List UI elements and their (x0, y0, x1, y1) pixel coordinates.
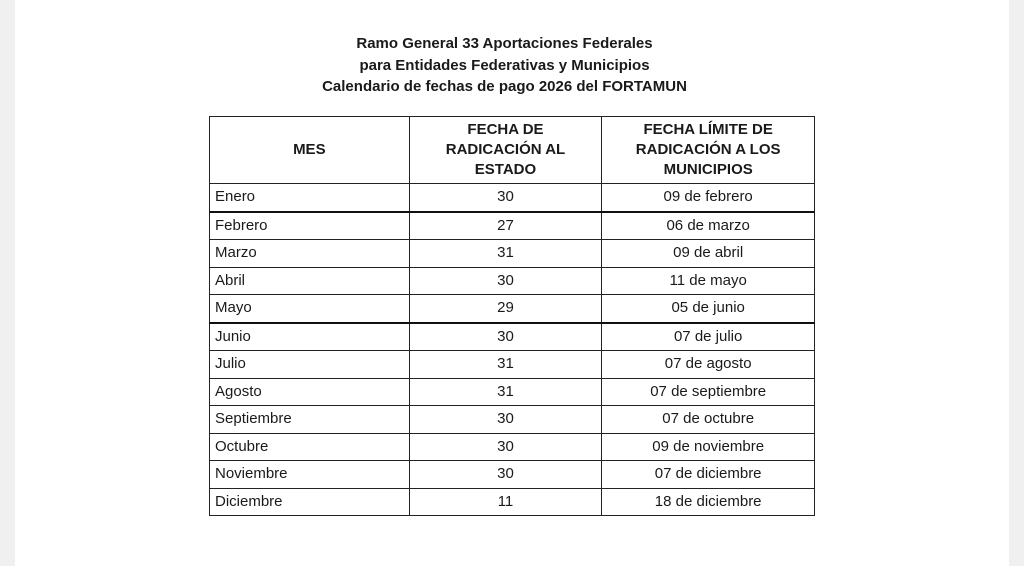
title-line-1: Ramo General 33 Aportaciones Federales (356, 35, 653, 52)
cell-mes: Marzo (210, 240, 410, 268)
cell-municipios: 05 de junio (602, 295, 815, 323)
cell-municipios: 07 de septiembre (602, 378, 815, 406)
cell-estado: 29 (409, 295, 602, 323)
cell-mes: Septiembre (210, 406, 410, 434)
table-row (210, 212, 815, 240)
cell-municipios: 11 de mayo (602, 267, 815, 295)
cell-mes: Octubre (210, 433, 410, 461)
cell-mes: Abril (210, 267, 410, 295)
cell-estado: 30 (409, 433, 602, 461)
table-row (210, 406, 815, 434)
cell-mes: Enero (210, 184, 410, 212)
document-title (0, 33, 1024, 98)
table-row (210, 267, 815, 295)
table-row (210, 240, 815, 268)
cell-estado: 30 (409, 406, 602, 434)
table-header-row (210, 117, 815, 184)
cell-mes: Febrero (210, 212, 410, 240)
table-row (210, 323, 815, 351)
table-row (210, 378, 815, 406)
cell-municipios: 07 de octubre (602, 406, 815, 434)
header-mes: MES (210, 117, 410, 184)
cell-estado: 31 (409, 378, 602, 406)
title-line-3: Calendario de fechas de pago 2026 del FORTAMUN (322, 78, 687, 95)
table-row (210, 295, 815, 323)
cell-municipios: 07 de diciembre (602, 461, 815, 489)
title-line-2: para Entidades Federativas y Municipios (359, 56, 650, 74)
cell-mes: Julio (210, 351, 410, 379)
table-row (210, 433, 815, 461)
cell-estado: 31 (409, 240, 602, 268)
cell-estado: 30 (409, 267, 602, 295)
cell-estado: 11 (409, 488, 602, 516)
header-radicacion-estado: FECHA DE RADICACIÓN AL ESTADO (409, 117, 602, 184)
cell-municipios: 09 de abril (602, 240, 815, 268)
cell-municipios: 09 de noviembre (602, 433, 815, 461)
cell-municipios: 07 de julio (602, 323, 815, 351)
header-limite-municipios: FECHA LÍMITE DE RADICACIÓN A LOS MUNICIPIOS (602, 117, 815, 184)
payment-calendar-table (209, 116, 815, 516)
cell-estado: 30 (409, 461, 602, 489)
cell-municipios: 06 de marzo (602, 212, 815, 240)
cell-estado: 27 (409, 212, 602, 240)
cell-mes: Junio (210, 323, 410, 351)
cell-estado: 30 (409, 323, 602, 351)
cell-mes: Agosto (210, 378, 410, 406)
table-row (210, 461, 815, 489)
cell-mes: Mayo (210, 295, 410, 323)
cell-municipios: 09 de febrero (602, 184, 815, 212)
table-row (210, 488, 815, 516)
table-row (210, 351, 815, 379)
table-row (210, 184, 815, 212)
cell-estado: 31 (409, 351, 602, 379)
cell-mes: Diciembre (210, 488, 410, 516)
cell-mes: Noviembre (210, 461, 410, 489)
cell-municipios: 18 de diciembre (602, 488, 815, 516)
cell-municipios: 07 de agosto (602, 351, 815, 379)
cell-estado: 30 (409, 184, 602, 212)
